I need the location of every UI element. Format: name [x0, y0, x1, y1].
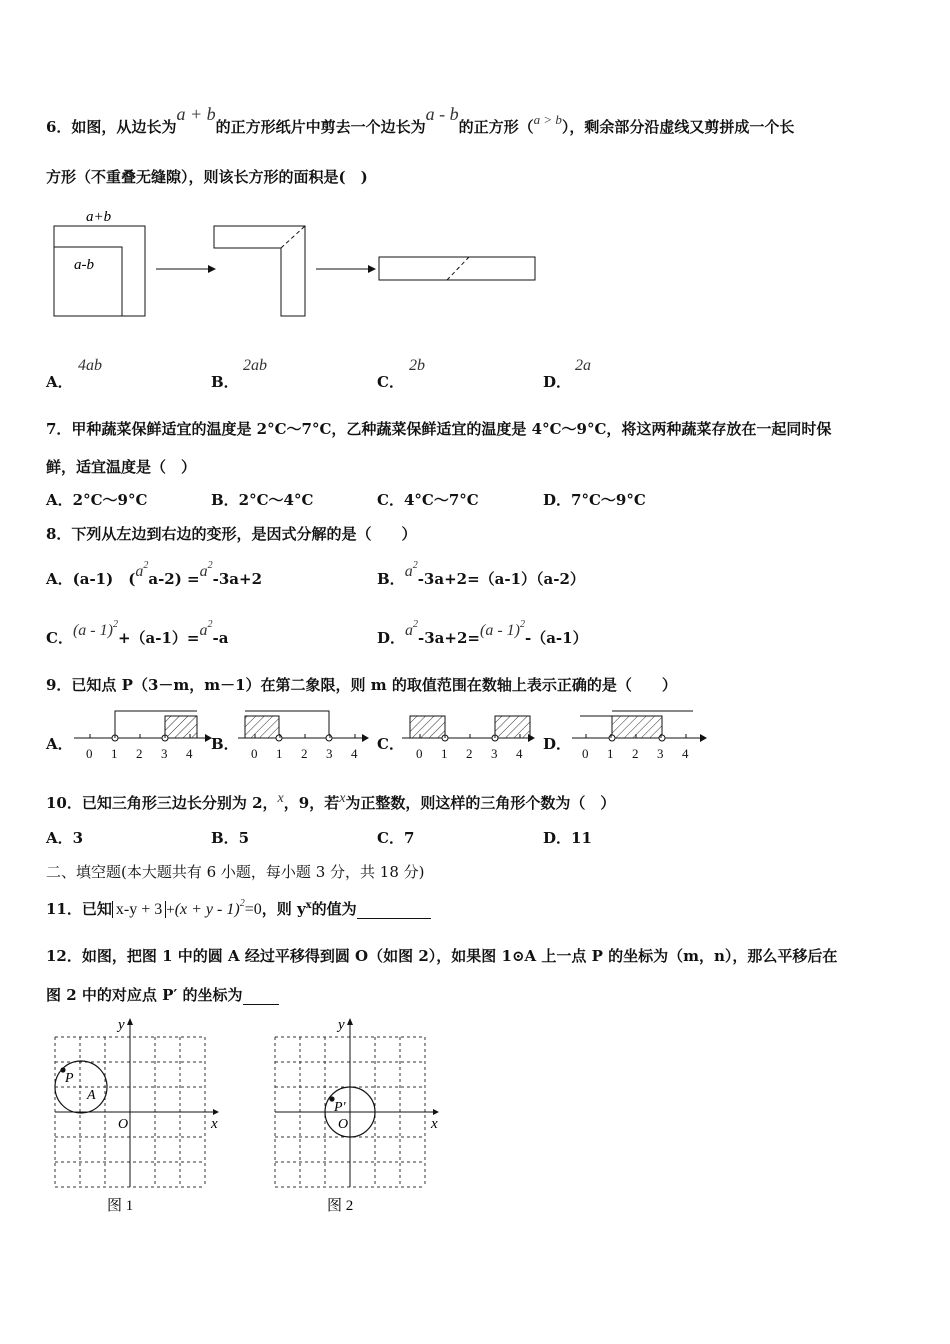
q12-line1: 12．如图，把图 1 中的圆 A 经过平移得到圆 O（如图 2），如果图 1⊙A 上一点 P 的坐标为（m，n），那么平移后在	[46, 947, 838, 965]
q9-tick-label: 0	[86, 746, 93, 761]
origin-label: O	[338, 1117, 349, 1132]
q9-tick-label: 2	[136, 746, 143, 761]
q9-tick-label: 3	[326, 746, 333, 761]
q9-tick-label: 1	[111, 746, 118, 761]
q11-answer-blank[interactable]	[357, 918, 431, 919]
q9-option-b[interactable]: B．	[211, 735, 239, 753]
q8-option-d[interactable]: D．$a^2-3a+2=(a - 1)^2-(a-1)$	[377, 619, 588, 647]
q8-option-c[interactable]: C．$(a - 1)^2+(a-1)=a^2-a$	[46, 619, 229, 647]
section-2-heading: 二、填空题(本大题共有 6 小题，每小题 3 分，共 18 分)	[46, 863, 425, 881]
q6-fig-label-big: a+b	[86, 209, 112, 225]
q9-tick-label: 4	[682, 746, 689, 761]
q9-tick-label: 2	[466, 746, 473, 761]
q9-tick-label: 4	[351, 746, 358, 761]
q7-option-a[interactable]: A．2°C～9°C	[46, 491, 148, 509]
x-axis-arrow	[213, 1109, 219, 1115]
q6-line1: 6．如图，从边长为a + b的正方形纸片中剪去一个边长为a - b的正方形（a > b），剩余部分沿虚线又剪拼成一个长	[46, 104, 795, 136]
q10-option-d[interactable]: D．11	[543, 829, 592, 847]
q10-option-c[interactable]: C．7	[377, 829, 415, 847]
q7-option-b[interactable]: B．2°C～4°C	[211, 491, 314, 509]
q6-option-d[interactable]: D． 2a	[543, 357, 591, 391]
q6-line2: 方形（不重叠无缝隙），则该长方形的面积是( )	[46, 168, 368, 186]
q9-tick-label: 0	[416, 746, 423, 761]
q9-tick-label: 1	[441, 746, 448, 761]
q11-abs: x-y + 3	[112, 901, 166, 918]
q7-line2: 鲜，适宜温度是（ ）	[46, 458, 197, 476]
q6-fig-label-small: a-b	[74, 257, 94, 273]
q6-option-b[interactable]: B． 2ab	[211, 357, 267, 391]
y-axis-arrow	[127, 1018, 133, 1025]
q9-number-lines	[0, 700, 950, 780]
q9-tick-label: 4	[186, 746, 193, 761]
q9-option-d[interactable]: D．	[543, 735, 572, 753]
q6-big-square	[54, 226, 145, 316]
q9-option-a[interactable]: A．	[46, 735, 73, 753]
q9-numberline-a	[74, 711, 212, 742]
q9-tick-label: 3	[491, 746, 498, 761]
q8-option-b[interactable]: B．$a^2-3a+2=(a-1)(a-2)$	[377, 560, 585, 588]
x-axis-arrow	[433, 1109, 439, 1115]
q9-numberline-c	[402, 716, 535, 742]
q9-tick-label: 0	[251, 746, 258, 761]
q10-option-a[interactable]: A．3	[46, 829, 84, 847]
y-axis-arrow	[347, 1018, 353, 1025]
q11-line: 11．已知 $x-y + 3 +(x + y - 1)^2=0$，则 $y^x$的值为	[46, 898, 431, 919]
q6-big-side: a + b	[176, 104, 216, 124]
q9-numberline-b	[238, 711, 369, 742]
q6-small-side: a - b	[425, 104, 459, 124]
q9-tick-label: 1	[276, 746, 283, 761]
q12-answer-blank[interactable]	[243, 1004, 279, 1005]
q9-tick-label: 3	[161, 746, 168, 761]
q9-option-c[interactable]: C．	[377, 735, 404, 753]
q10-option-b[interactable]: B．5	[211, 829, 250, 847]
q8-line1: 8．下列从左边到右边的变形，是因式分解的是（ ）	[46, 525, 417, 543]
q6-rectangle	[379, 257, 535, 280]
figure-caption: 图 2	[327, 1198, 354, 1214]
q9-tick-label: 2	[632, 746, 639, 761]
x-label: x	[211, 1116, 218, 1132]
origin-label: O	[118, 1117, 129, 1132]
q6-figure	[50, 205, 550, 320]
q8-option-a[interactable]: A．(a-1) $(a^2a-2) =a^2-3a+2$	[46, 560, 263, 588]
point-p-label: P′	[334, 1100, 346, 1115]
q12-figure-1	[45, 1015, 225, 1215]
q10-line1: 10．已知三角形三边长分别为 2，x，9，若x为正整数，则这样的三角形个数为（ ）	[46, 791, 616, 812]
q9-tick-label: 3	[657, 746, 664, 761]
q12-figure-2	[265, 1015, 445, 1215]
q7-option-d[interactable]: D．7°C～9°C	[543, 491, 646, 509]
q7-line1: 7．甲种蔬菜保鲜适宜的温度是 2°C～7°C，乙种蔬菜保鲜适宜的温度是 4°C～9°C，将这两种蔬菜存放在一起同时保	[46, 420, 832, 438]
q6-option-a[interactable]: A． 4ab	[46, 357, 102, 391]
y-label: y	[118, 1017, 125, 1033]
q9-tick-label: 0	[582, 746, 589, 761]
x-label: x	[431, 1116, 438, 1132]
figure-caption: 图 1	[107, 1198, 134, 1214]
q9-tick-label: 1	[607, 746, 614, 761]
q12-line2: 图 2 中的对应点 P′ 的坐标为	[46, 984, 279, 1005]
q9-line1: 9．已知点 P（3－m，m－1）在第二象限，则 m 的取值范围在数轴上表示正确的是（ ）	[46, 676, 677, 694]
q6-option-c[interactable]: C． 2b	[377, 357, 425, 391]
point-p-label: P	[65, 1071, 74, 1086]
q6-lshape	[214, 226, 305, 316]
q9-tick-label: 4	[516, 746, 523, 761]
q7-option-c[interactable]: C．4°C～7°C	[377, 491, 479, 509]
center-a-label: A	[87, 1088, 96, 1103]
q9-numberline-d	[572, 711, 707, 742]
q6-condition: a > b	[533, 112, 562, 127]
y-label: y	[338, 1017, 345, 1033]
q9-tick-label: 2	[301, 746, 308, 761]
